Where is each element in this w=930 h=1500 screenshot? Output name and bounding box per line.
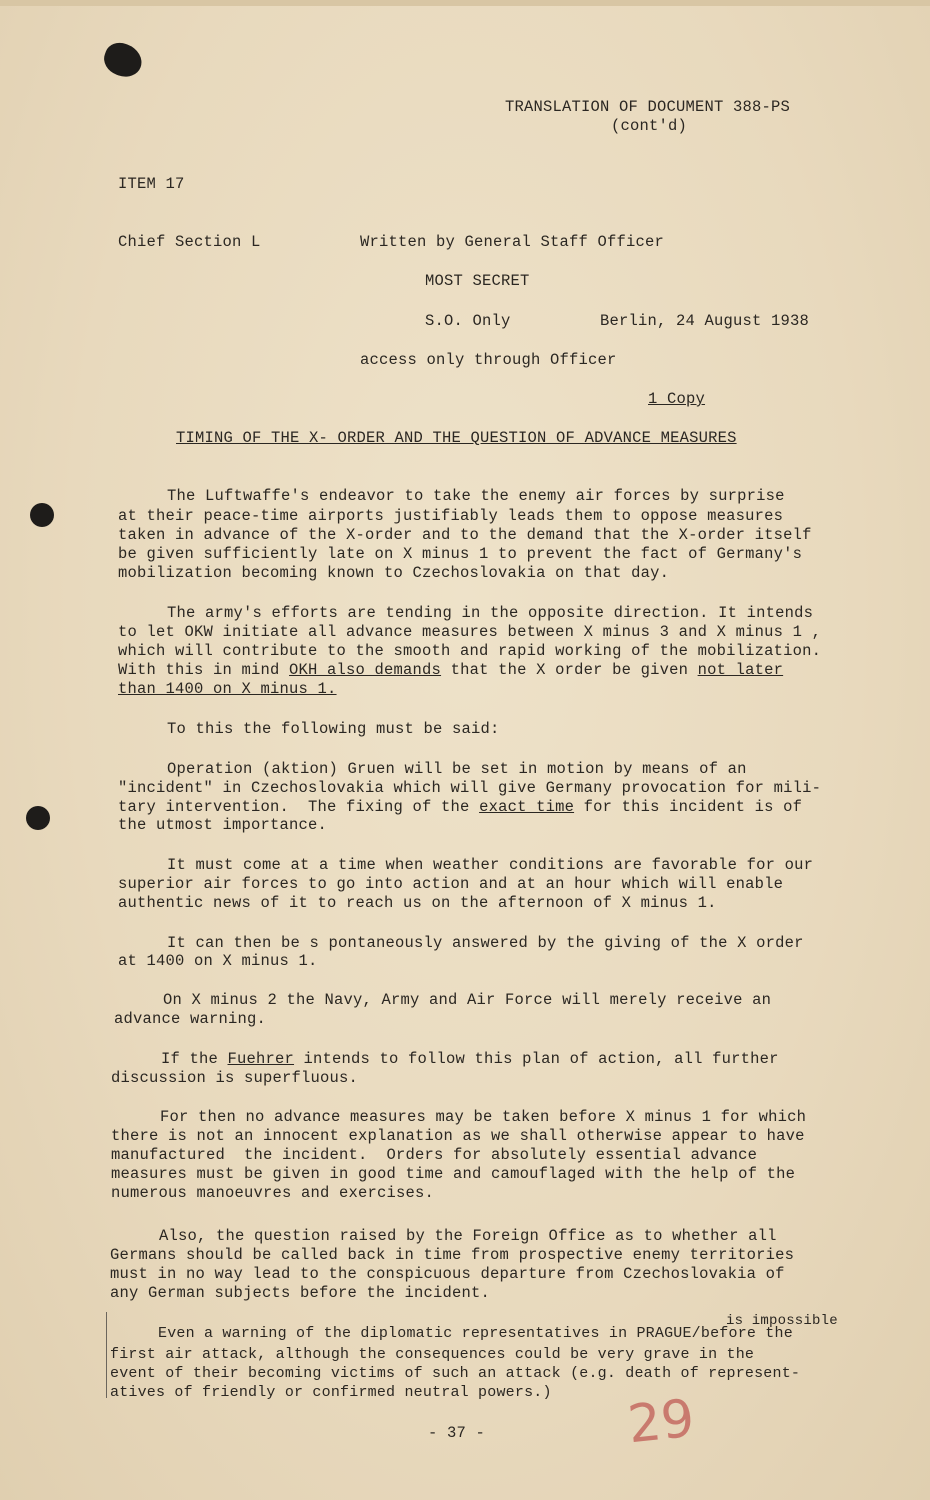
p11-line-3: event of their becoming victims of such an attack (e.g. death of represent- [110,1365,801,1382]
p11-insert: is impossible [726,1313,838,1329]
header-title: TRANSLATION OF DOCUMENT 388-PS [505,98,791,116]
p9-line-5: numerous manoeuvres and exercises. [111,1184,435,1202]
p4-line-1: Operation (aktion) Gruen will be set in motion by means of an [167,760,747,778]
p4-line-4: the utmost importance. [118,816,328,834]
page-number: - 37 - [428,1424,486,1442]
p1-line-1: The Luftwaffe's endeavor to take the enemy air forces by surprise [167,487,785,505]
p10-line-4: any German subjects before the incident. [110,1284,491,1302]
p9-line-1: For then no advance measures may be taken before X minus 1 for which [160,1108,807,1126]
chief-section: Chief Section L [118,233,261,251]
punch-hole-top [100,38,147,81]
page-top-edge [0,0,930,6]
p3-line: To this the following must be said: [167,720,500,738]
p11-line-1: Even a warning of the diplomatic representatives in PRAGUE/before the [158,1325,793,1342]
p2-line-4 [118,661,783,681]
okh-demands: OKH also demands [289,661,442,679]
p2-line-2: to let OKW initiate all advance measures between X minus 3 and X minus 1 , [118,623,822,641]
p10-line-2: Germans should be called back in time from prospective enemy territories [110,1246,795,1264]
p11-line-4: atives of friendly or confirmed neutral powers.) [110,1384,552,1401]
punch-hole-lower [26,806,50,830]
copy-count: 1 Copy [648,390,706,408]
p8-line-1-a: If the [161,1050,228,1068]
p5-line-2: superior air forces to go into action and at an hour which will enable [118,875,784,893]
exact-time: exact time [479,798,575,816]
p4-line-3 [118,798,802,818]
so-only: S.O. Only [425,312,511,330]
fuehrer: Fuehrer [227,1050,295,1068]
p4-line-3-c: for this incident is of [574,798,803,816]
item-label: ITEM 17 [118,175,185,193]
p5-line-1: It must come at a time when weather conditions are favorable for our [167,856,814,874]
p10-line-3: must in no way lead to the conspicuous departure from Czechoslovakia of [110,1265,785,1283]
p1-line-2: at their peace-time airports justifiably leads them to oppose measures [118,507,784,525]
classification: MOST SECRET [425,272,530,290]
header-subtitle: (cont'd) [611,117,688,135]
p5-line-3: authentic news of it to reach us on the afternoon of X minus 1. [118,894,717,912]
p9-line-2: there is not an innocent explanation as we shall otherwise appear to have [111,1127,805,1145]
not-later: not later [697,661,784,679]
p6-line-2: at 1400 on X minus 1. [118,952,318,970]
p9-line-3: manufactured the incident. Orders for absolutely essential advance [111,1146,758,1164]
p11-line-2: first air attack, although the consequences could be very grave in the [110,1346,755,1363]
p1-line-4: be given sufficiently late on X minus 1 to prevent the fact of Germany's [118,545,803,563]
p2-line-1: The army's efforts are tending in the opposite direction. It intends [167,604,814,622]
p2-line-4-a: With this in mind [118,661,290,679]
p4-line-2: "incident" in Czechoslovakia which will give Germany provocation for mili- [118,779,822,797]
p8-line-2: discussion is superfluous. [111,1069,359,1087]
p7-line-2: advance warning. [114,1010,267,1028]
p6-line-1: It can then be s pontaneously answered by the giving of the X order [167,934,804,952]
p2-line-3: which will contribute to the smooth and rapid working of the mobilization. [118,642,822,660]
handwritten-page-number: 29 [625,1388,698,1456]
p8-line-1 [161,1050,779,1070]
p1-line-3: taken in advance of the X-order and to the demand that the X-order itself [118,526,812,544]
p7-line-1: On X minus 2 the Navy, Army and Air Force will merely receive an [163,991,772,1009]
margin-bracket [106,1312,107,1398]
place-date: Berlin, 24 August 1938 [600,312,810,330]
written-by: Written by General Staff Officer [360,233,665,251]
p2-line-4-c: that the X order be given [441,661,698,679]
p1-line-5: mobilization becoming known to Czechoslovakia on that day. [118,564,670,582]
access-note: access only through Officer [360,351,617,369]
p10-line-1: Also, the question raised by the Foreign Office as to whether all [159,1227,777,1245]
punch-hole-middle [30,503,54,527]
p2-line-5: than 1400 on X minus 1. [118,680,337,698]
document-title: TIMING OF THE X- ORDER AND THE QUESTION OF ADVANCE MEASURES [176,429,737,447]
p9-line-4: measures must be given in good time and camouflaged with the help of the [111,1165,796,1183]
p4-line-3-a: tary intervention. The fixing of the [118,798,480,816]
p8-line-1-c: intends to follow this plan of action, all further [294,1050,779,1068]
